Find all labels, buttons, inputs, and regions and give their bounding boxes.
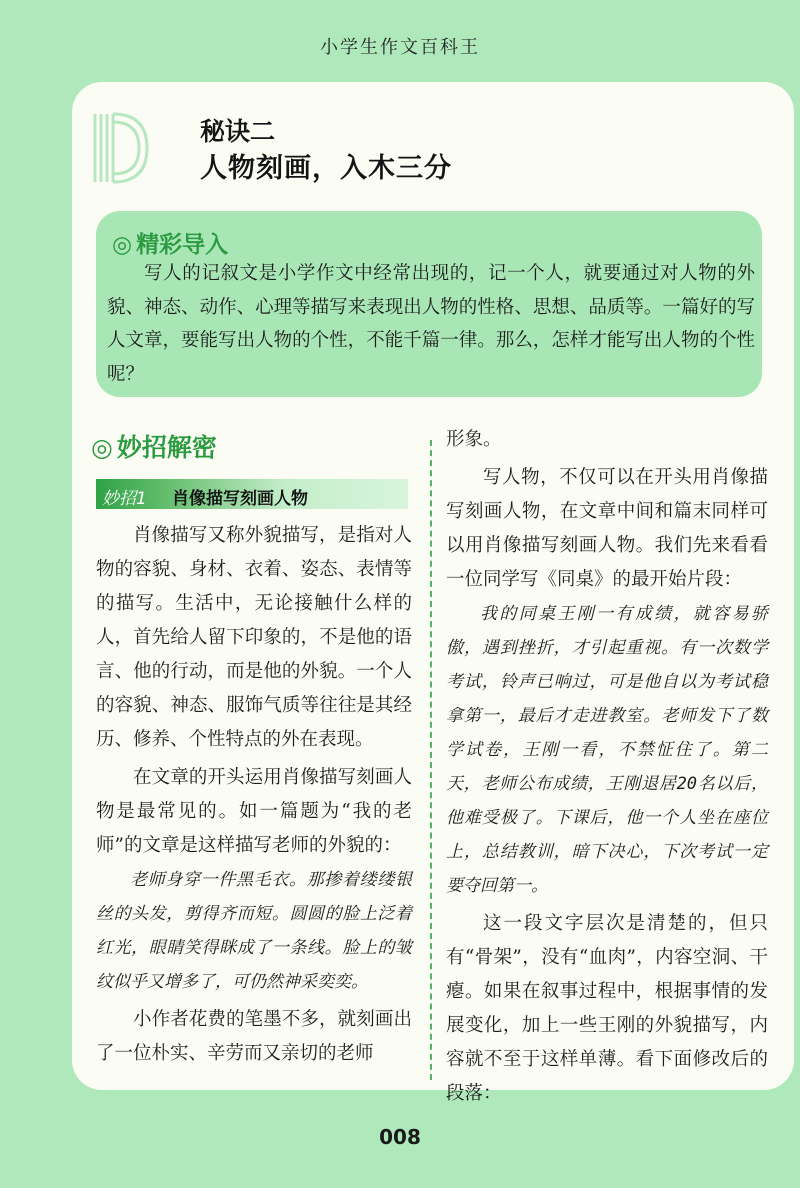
column-divider — [430, 440, 432, 1080]
body-paragraph: 这一段文字层次是清楚的，但只有“骨架”，没有“血肉”，内容空洞、干瘪。如果在叙事过程中，根据事情的发展变化，加上一些王刚的外貌描写，内容就不至于这样单薄。看下面修改后的段落： — [446, 913, 768, 1104]
double-circle-icon: ◎ — [91, 433, 113, 462]
body-paragraph: 在文章的开头运用肖像描写刻画人物是最常见的。如一篇题为“我的老师”的文章是这样描写老师的外貌的： — [96, 767, 412, 856]
body-paragraph: 肖像描写又称外貌描写，是指对人物的容貌、身材、衣着、姿态、表情等的描写。生活中，无论接触什么样的人，首先给人留下印象的，不是他的语言、他的行动，而是他的外貌。一个人的容貌、神态、服饰气质等往往是其经历、修养、个性特点的外在表现。 — [96, 525, 412, 750]
continued-text: 形象。 — [446, 429, 502, 450]
quoted-excerpt: 老师身穿一件黑毛衣。那掺着缕缕银丝的头发，剪得齐而短。圆圆的脸上泛着红光，眼睛笑得眯成了一条线。脸上的皱纹似乎又增多了，可仍然神采奕奕。 — [96, 870, 412, 992]
chapter-label: 秘诀二 — [200, 117, 276, 146]
quoted-excerpt: 我的同桌王刚一有成绩，就容易骄傲，遇到挫折，才引起重视。有一次数学考试，铃声已响过，可是他自以为考试稳拿第一，最后才走进教室。老师发下了数学试卷，王刚一看，不禁怔住了。第二天，老师公布成绩，王刚退居20名以后，他难受极了。下课后，他一个人坐在座位上，总结教训，暗下决心，下次考试一定要夺回第一。 — [446, 604, 768, 896]
double-circle-icon: ◎ — [112, 232, 133, 258]
intro-heading — [112, 226, 228, 259]
section-heading-text: 妙招解密 — [116, 433, 217, 462]
right-column — [446, 423, 768, 1111]
body-paragraph: 写人物，不仅可以在开头用肖像描写刻画人物，在文章中间和篇末同样可以用肖像描写刻画人物。我们先来看看一位同学写《同桌》的最开始片段： — [446, 467, 768, 590]
section-heading — [91, 428, 217, 464]
tip-title: 肖像描写刻画人物 — [172, 489, 308, 509]
chapter-decoration-icon — [89, 108, 149, 188]
page-number: 008 — [379, 1125, 421, 1149]
chapter-title: 人物刻画，入木三分 — [200, 153, 452, 184]
body-paragraph: 小作者花费的笔墨不多，就刻画出了一位朴实、辛劳而又亲切的老师 — [96, 1009, 412, 1064]
left-column — [96, 519, 412, 1071]
running-header: 小学生作文百科王 — [320, 37, 480, 58]
intro-heading-text: 精彩导入 — [136, 232, 229, 258]
tip-number: 妙招1 — [102, 489, 147, 509]
intro-paragraph: 写人的记叙文是小学作文中经常出现的，记一个人，就要通过对人物的外貌、神态、动作、心理等描写来表现出人物的性格、思想、品质等。一篇好的写人文章，要能写出人物的个性，不能千篇一律。那么，怎样才能写出人物的个性呢？ — [107, 263, 755, 385]
